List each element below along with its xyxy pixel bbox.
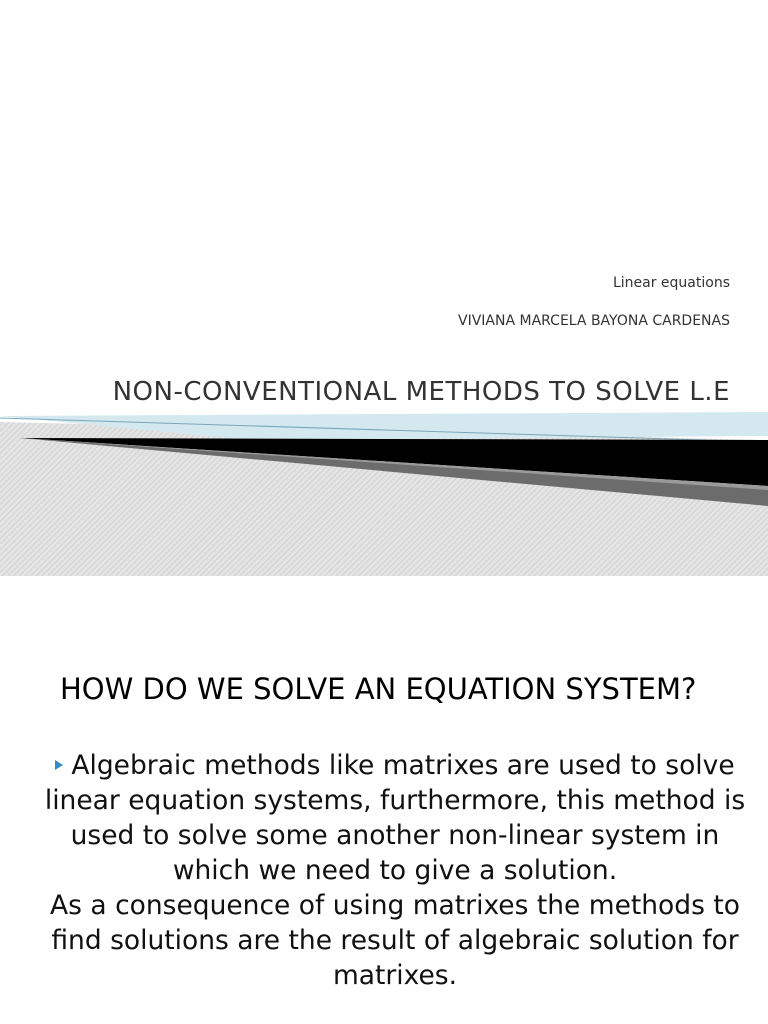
triangle-bullet-icon [55, 760, 63, 770]
content-slide-title: HOW DO WE SOLVE AN EQUATION SYSTEM? [60, 672, 697, 706]
bullet-text: Algebraic methods like matrixes are used to solve linear equation systems, furthermore, this method is used to solve some another non-linear system in which we need to give a solution. [44, 750, 746, 886]
slide-subtitle-author: VIVIANA MARCELA BAYONA CARDENAS [458, 313, 730, 329]
content-slide [0, 576, 768, 1024]
body-paragraph: As a consequence of using matrixes the methods to find solutions are the result of algebraic solution for matrixes. [50, 890, 740, 991]
bullet-paragraph [38, 748, 752, 888]
slide-title: NON-CONVENTIONAL METHODS TO SOLVE L.E [112, 377, 730, 407]
slide-subtitle-topic: Linear equations [612, 275, 730, 291]
content-body [38, 748, 752, 993]
decorative-band [0, 408, 768, 576]
